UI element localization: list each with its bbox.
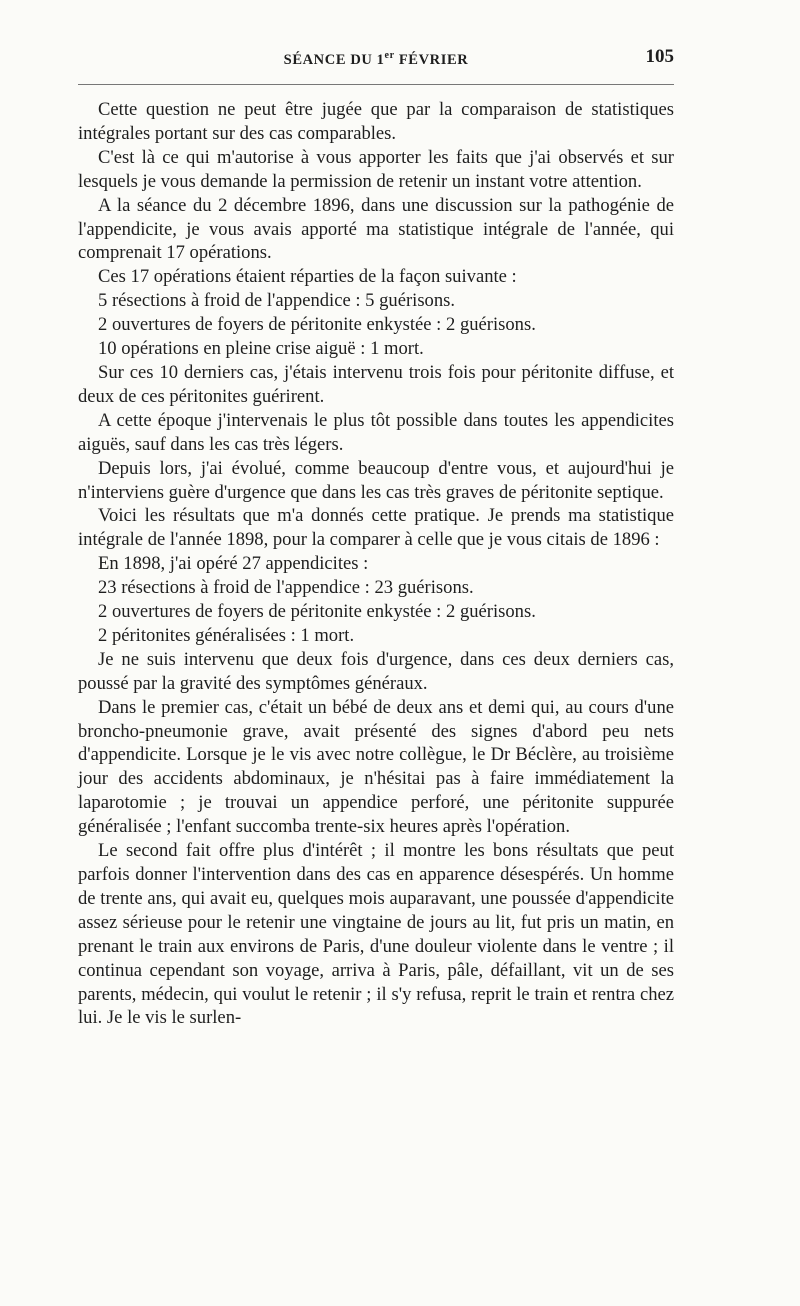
header-title — [78, 50, 674, 69]
list-item: 2 ouvertures de foyers de péritonite enkystée : 2 guérisons. — [98, 601, 536, 623]
header-title-sup: er — [384, 50, 395, 61]
list-item: 2 ouvertures de foyers de péritonite enkystée : 2 guérisons. — [98, 314, 536, 336]
running-header — [78, 46, 674, 76]
paragraph: A cette époque j'intervenais le plus tôt possible dans toutes les appendicites aiguës, sauf dans les cas très légers. — [78, 409, 674, 455]
list-item: 10 opérations en pleine crise aiguë : 1 mort. — [98, 338, 424, 360]
paragraph: Je ne suis intervenu que deux fois d'urgence, dans ces deux derniers cas, poussé par la gravité des symptômes généraux. — [78, 648, 674, 694]
paragraph: Sur ces 10 derniers cas, j'étais intervenu trois fois pour péritonite diffuse, et deux de ces péritonites guérirent. — [78, 361, 674, 407]
list-item: 2 péritonites généralisées : 1 mort. — [98, 624, 355, 646]
paragraph: Dans le premier cas, c'était un bébé de deux ans et demi qui, au cours d'une broncho-pneumonie grave, avait présenté des signes d'abord peu nets d'appendicite. Lorsque je le vis avec notre collègue, le Dr Béclère, au troisième jour des accidents abdominaux, je n'hésitai pas à faire immédiatement la laparotomie ; je trouvai un appendice perforé, une péritonite suppurée généralisée ; l'enfant succomba trente-six heures après l'opération. — [78, 696, 674, 838]
paragraph: Depuis lors, j'ai évolué, comme beaucoup d'entre vous, et aujourd'hui je n'interviens guère d'urgence que dans les cas très graves de péritonite septique. — [78, 457, 674, 503]
header-title-prefix: SÉANCE DU 1 — [283, 52, 385, 68]
paragraph: Voici les résultats que m'a donnés cette pratique. Je prends ma statistique intégrale de l'année 1898, pour la comparer à celle que je vous citais de 1896 : — [78, 505, 674, 551]
body-text — [78, 98, 674, 1030]
header-rule — [78, 84, 674, 85]
paragraph: Ces 17 opérations étaient réparties de la façon suivante : — [98, 266, 517, 288]
header-title-suffix: FÉVRIER — [394, 52, 469, 68]
list-item: 23 résections à froid de l'appendice : 23 guérisons. — [98, 577, 474, 599]
paragraph: Cette question ne peut être jugée que par la comparaison de statistiques intégrales portant sur des cas comparables. — [78, 99, 674, 144]
paragraph: En 1898, j'ai opéré 27 appendicites : — [98, 553, 369, 575]
paragraph: A la séance du 2 décembre 1896, dans une discussion sur la pathogénie de l'appendicite, je vous avais apporté ma statistique intégrale de l'année, qui comprenait 17 opérations. — [78, 194, 674, 264]
paragraph: C'est là ce qui m'autorise à vous apporter les faits que j'ai observés et sur lesquels je vous demande la permission de retenir un instant votre attention. — [78, 146, 674, 192]
paragraph: Le second fait offre plus d'intérêt ; il montre les bons résultats que peut parfois donner l'intervention dans des cas en apparence désespérés. Un homme de trente ans, qui avait eu, quelques mois auparavant, une poussée d'appendicite assez sérieuse pour le retenir une vingtaine de jours au lit, fut pris un matin, en prenant le train aux environs de Paris, d'une douleur violente dans le ventre ; il continua cependant son voyage, arriva à Paris, pâle, défaillant, vit un de ses parents, médecin, qui voulut le retenir ; il s'y refusa, reprit le train et rentra chez lui. Je le vis le surlen- — [78, 840, 674, 1029]
list-item: 5 résections à froid de l'appendice : 5 guérisons. — [98, 290, 456, 312]
page-number: 105 — [645, 46, 674, 67]
